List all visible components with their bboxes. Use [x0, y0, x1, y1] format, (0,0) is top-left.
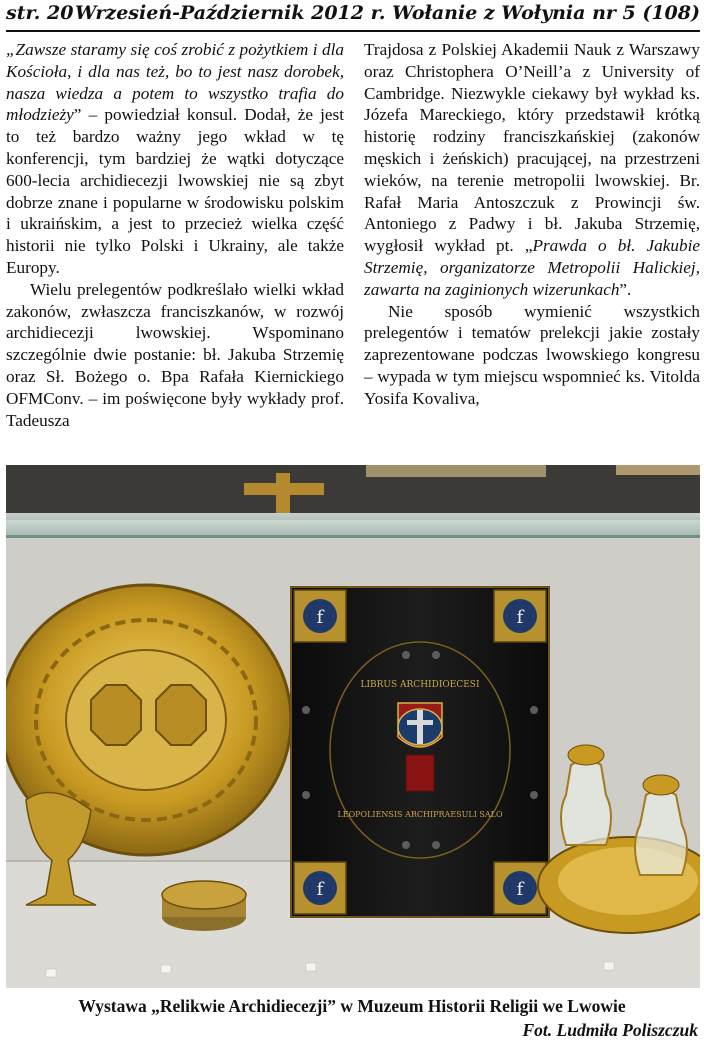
photo-credit: Fot. Ludmiła Poliszczuk [522, 1020, 698, 1040]
header-rule [6, 30, 700, 32]
book-cover-title: LIBRUS ARCHIDIOECESI [360, 680, 480, 690]
paragraph-text: Trajdosa z Polskiej Akademii Nauk z Warszawy oraz Christophera O’Neill’a z University of Cambridge. Niezwykle ciekawy był wykład ks. Józefa Mareckiego, który przedstawił krótką historię rodziny franciszkańskiej (zakonów męskich i żeńskich) pracującej, na przestrzeni wieków, na terenie metropolii lwowskiej. Br. Rafał Maria Antoszczuk z Prowincji św. Antoniego z Padwy i bł. Jakuba Strzemię, wygłosił wykład pt. „ [364, 40, 700, 256]
quote-text: „Zawsze staramy się coś zrobić z pożytkiem i dla Kościoła, i dla nas też, bo to jest nasz dorobek, nasza wiedza a potem to wszystko trafia do młodzieży [6, 40, 344, 125]
paragraph [364, 39, 700, 301]
svg-text:f: f [516, 879, 524, 900]
svg-text:f: f [316, 879, 324, 900]
page-header [6, 0, 700, 26]
text-column-right [364, 39, 700, 410]
page-number: str. 20 [6, 2, 74, 24]
photo-illustration [6, 465, 700, 988]
lecture-title: Prawda o bł. Jakubie Strzemię, organizatorze Metropolii Halickiej, zawarta na zaginionych wizerunkach [364, 236, 700, 299]
exhibition-photo [6, 465, 700, 988]
svg-text:f: f [316, 607, 324, 628]
archdiocese-book [291, 587, 549, 917]
paragraph: Wielu prelegentów podkreślało wielki wkład zakonów, zwłaszcza franciszkanów, w rozwój archidiecezji lwowskiej. Wspominano szczególnie dwie postanie: bł. Jakuba Strzemię oraz Sł. Bożego o. Bpa Rafała Kiernickiego OFMConv. – im poświęcone były wykłady prof. Tadeusza [6, 279, 344, 430]
paragraph-text: ”. [619, 279, 632, 299]
paragraph [6, 39, 344, 279]
paragraph: Nie sposób wymienić wszystkich prelegentów i tematów prelekcji jakie zostały zaprezentowane podczas lwowskiego kongresu – wypada w tym miejscu wspomnieć ks. Vitolda Yosifa Kovaliva, [364, 301, 700, 408]
issue-info: Wrzesień-Październik 2012 r. Wołanie z Wołynia nr 5 (108) [74, 2, 700, 24]
paragraph-text: ” – powiedział konsul. Dodał, że jest to też bardzo ważny jego wkład w tę konferencji, tym bardziej że wątki dotyczące 600-lecia archidiecezji lwowskiej nie są zbyt dobrze znane i popularne w środowisku polskim i ukraińskim, a jest to przecież wielka część historii nie tylko Polski i Ukrainy, ale także Europy. [6, 105, 344, 277]
book-cover-subtitle: LEOPOLIENSIS ARCHIPRAESULI SALO [337, 810, 503, 819]
svg-text:f: f [516, 607, 524, 628]
text-column-left [6, 39, 344, 431]
photo-caption: Wystawa „Relikwie Archidiecezji” w Muzeum Historii Religii we Lwowie [78, 996, 626, 1016]
